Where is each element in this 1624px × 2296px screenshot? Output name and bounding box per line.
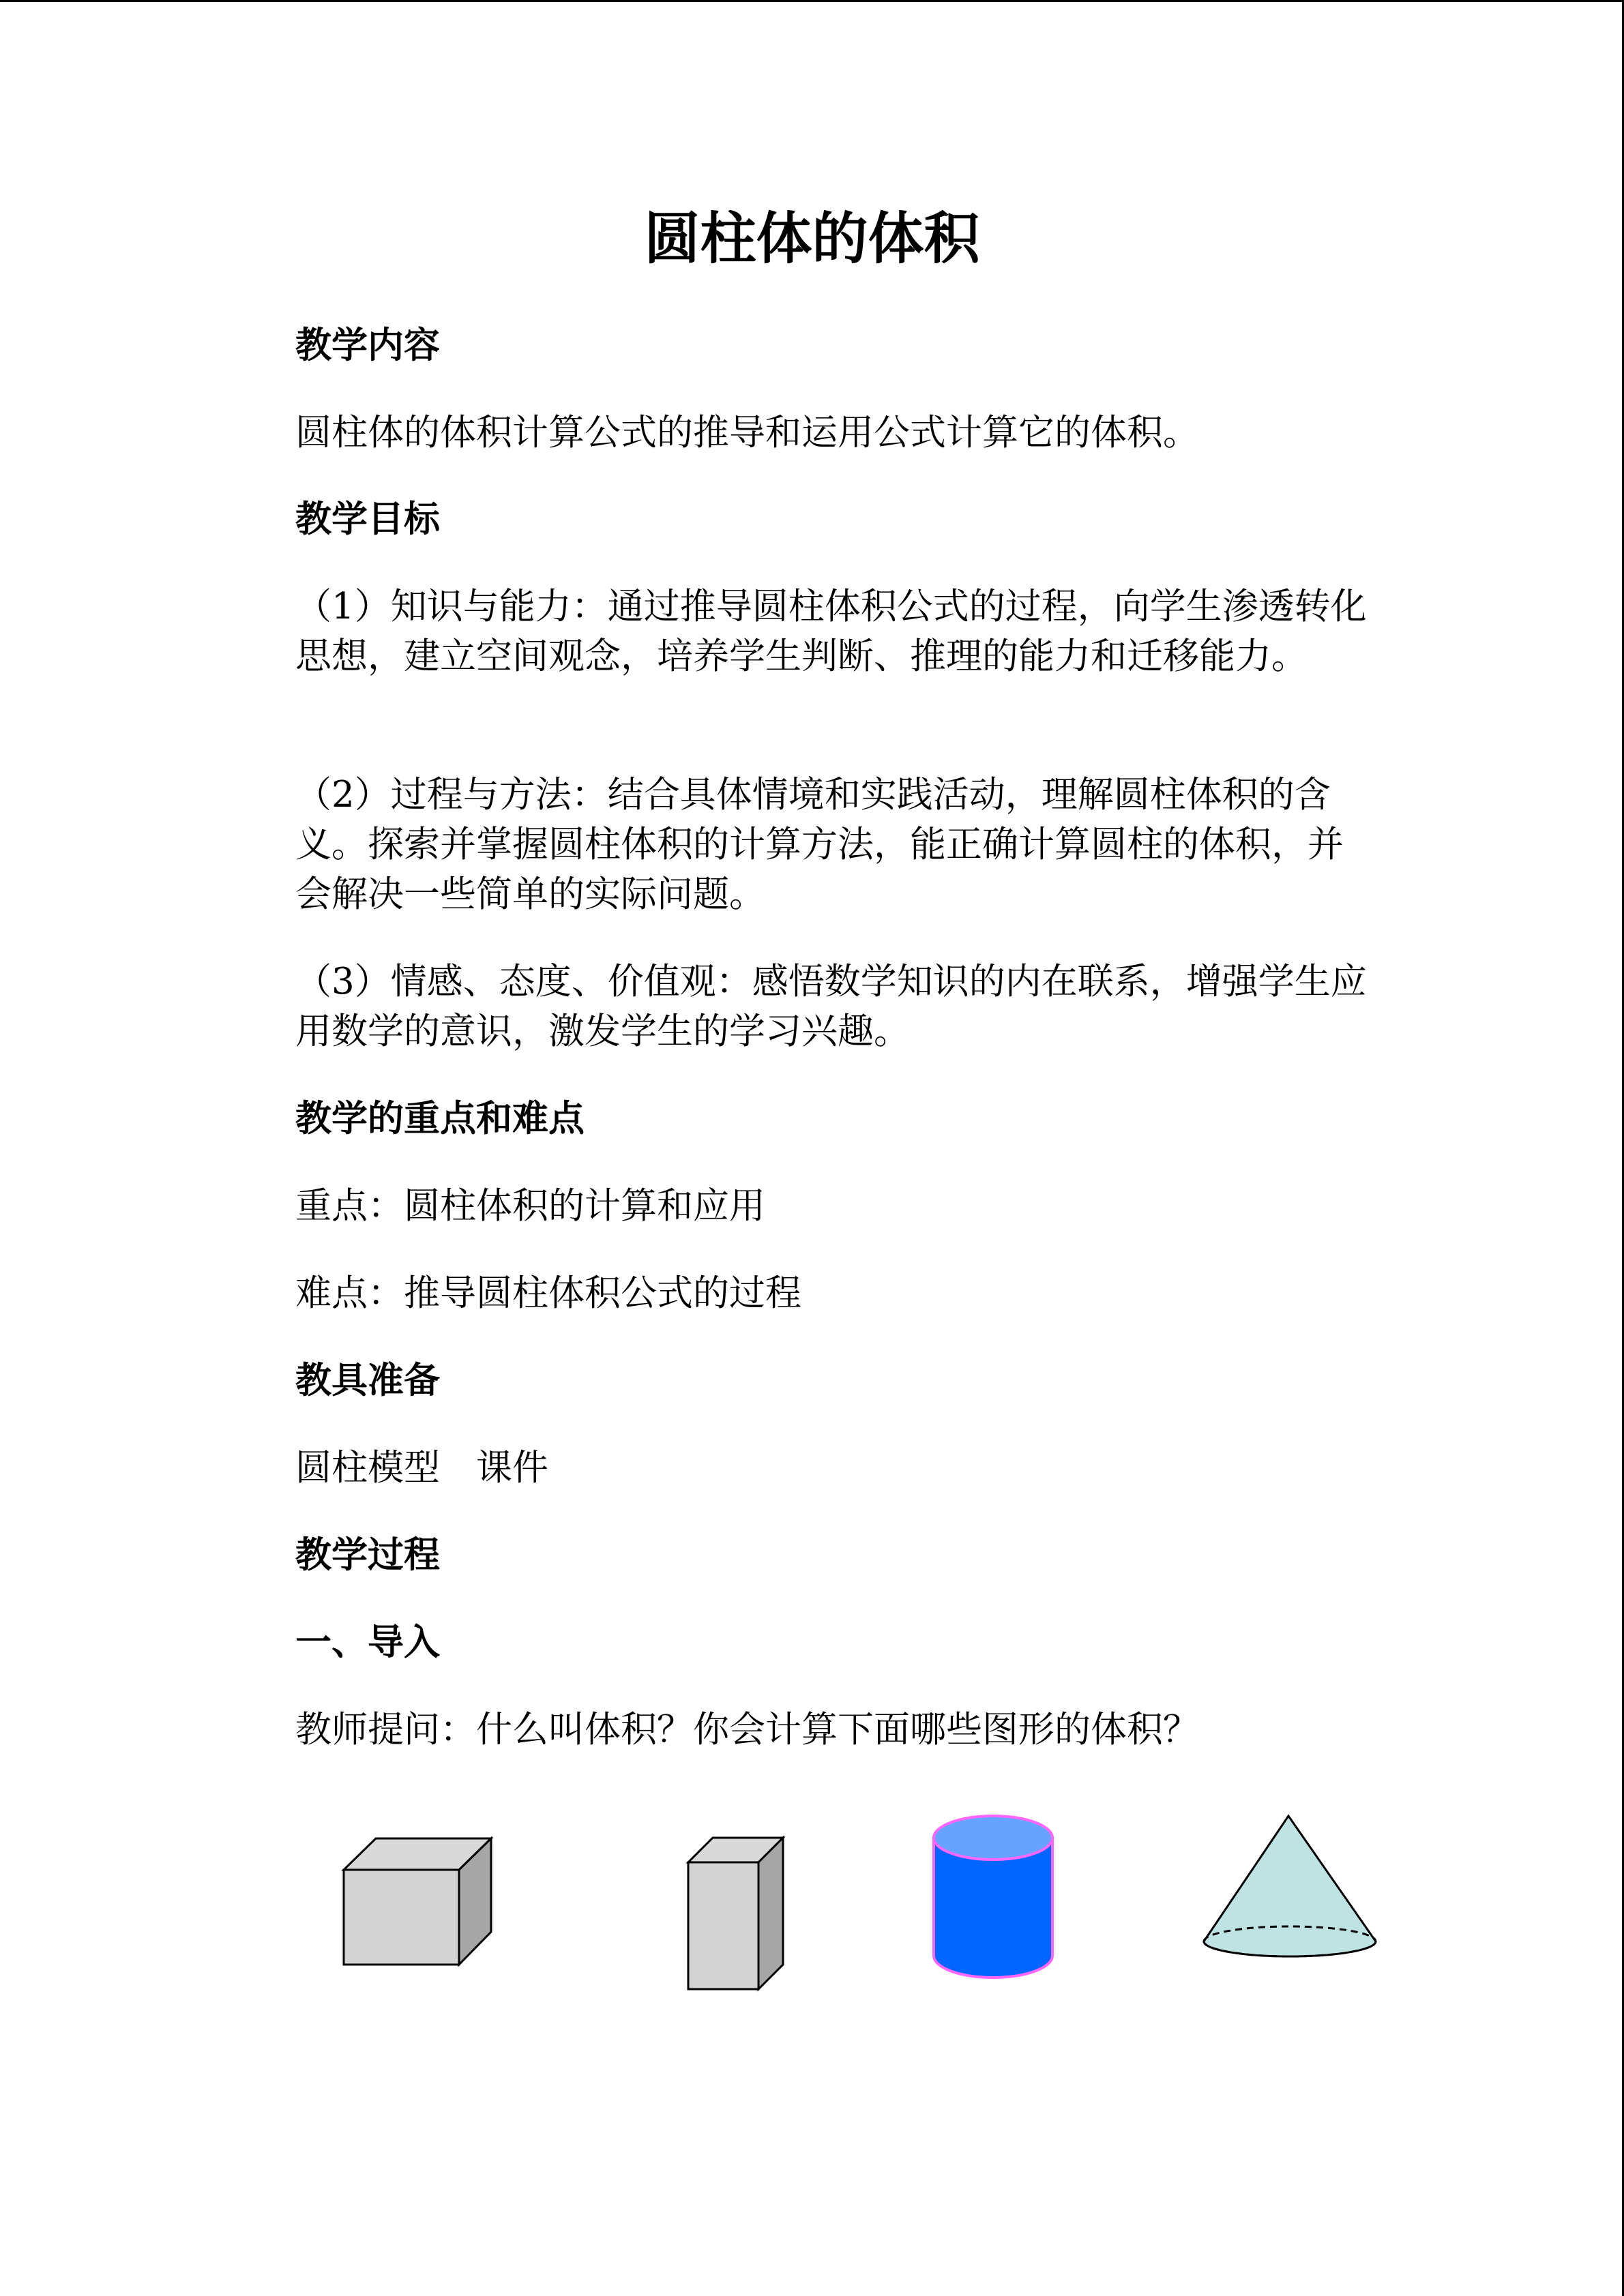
cuboid-side-face (758, 1838, 783, 1989)
cuboid-front-face (688, 1862, 758, 1989)
difficulty-text: 难点：推导圆柱体积公式的过程 (295, 1272, 801, 1314)
cuboid-figure (682, 1831, 791, 1995)
cone-figure (1197, 1810, 1388, 1960)
goal-3-text: （3）情感、态度、价值观：感悟数学知识的内在联系，增强学生应用数学的意识，激发学生的学习兴趣。 (295, 961, 1367, 1052)
section-heading-goals: 教学目标 (295, 498, 440, 540)
goal-1-text: （1）知识与能力：通过推导圆柱体积公式的过程，向学生渗透转化思想，建立空间观念，培养学生判断、推理的能力和迁移能力。 (295, 586, 1367, 677)
document-title: 圆柱体的体积 (644, 206, 980, 271)
focus-point-text: 重点：圆柱体积的计算和应用 (295, 1185, 765, 1227)
section-heading-intro: 一、导入 (295, 1621, 440, 1663)
content-text: 圆柱体的体积计算公式的推导和运用公式计算它的体积。 (295, 412, 1199, 453)
section-heading-focus: 教学的重点和难点 (295, 1097, 585, 1139)
section-heading-content: 教学内容 (295, 324, 440, 366)
cylinder-figure (928, 1810, 1064, 1984)
intro-question-text: 教师提问：什么叫体积？你会计算下面哪些图形的体积？ (295, 1709, 1199, 1750)
cube-front-face (344, 1870, 459, 1965)
tools-text: 圆柱模型 课件 (295, 1447, 548, 1489)
section-heading-tools: 教具准备 (295, 1359, 440, 1401)
goal-2-text: （2）过程与方法：结合具体情境和实践活动，理解圆柱体积的含义。探索并掌握圆柱体积的计算方法，能正确计算圆柱的体积，并会解决一些简单的实际问题。 (295, 774, 1344, 915)
cube-figure (338, 1831, 501, 1974)
cone-body (1204, 1816, 1376, 1956)
page-top-border (0, 0, 1624, 2)
section-heading-process: 教学过程 (295, 1534, 440, 1576)
cylinder-top-face (934, 1816, 1052, 1860)
